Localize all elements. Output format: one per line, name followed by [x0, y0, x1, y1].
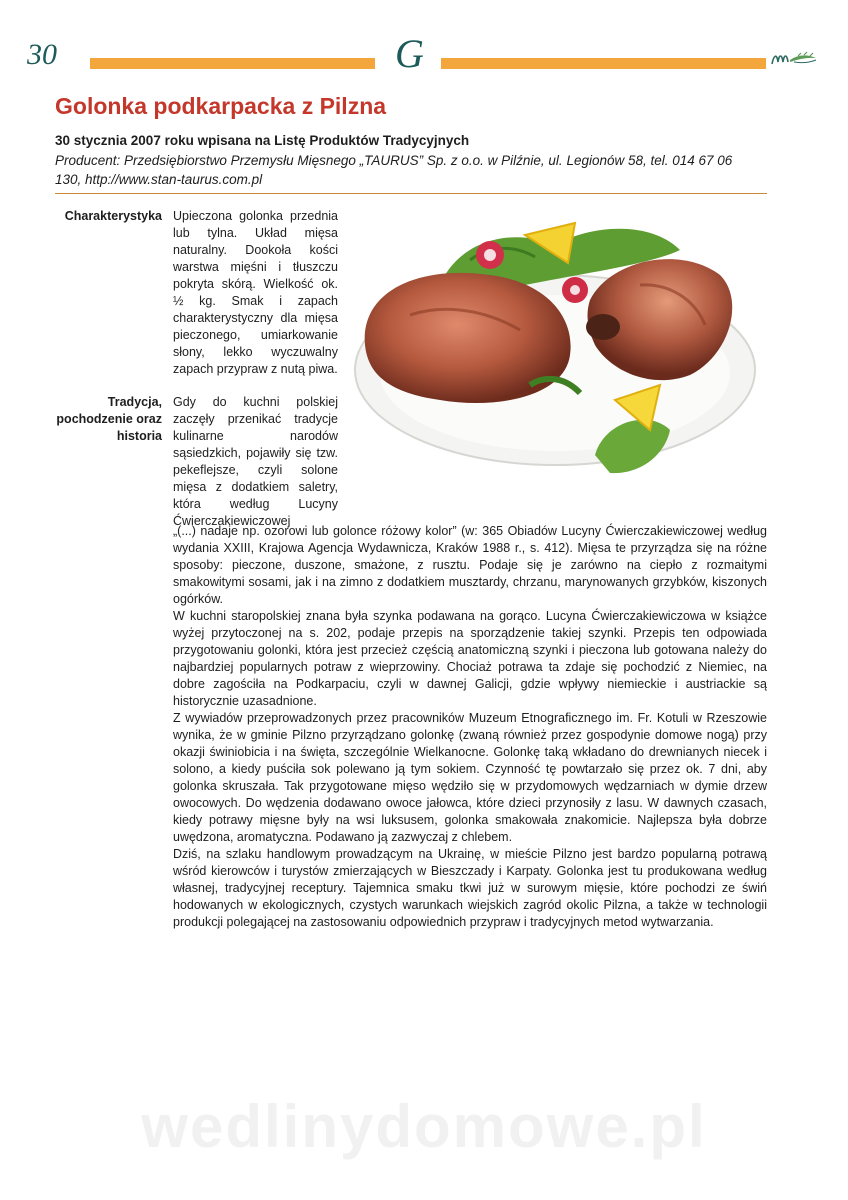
- body-paragraph: Dziś, na szlaku handlowym prowadzącym na Ukrainę, w mieście Pilzno jest bardzo popularną potrawą wśród kierowców i turystów zmierzających w Bieszczady i Karpaty. Golonka jest tu produkowana według własnej, tradycyjnej receptury. Tajemnica smaku tkwi już w surowym mięsie, które pochodzi ze świń hodowanych w ekologicznych, czystych warunkach wiejskich zagród okolic Pilzna, a także w technologii produkcji polegającej na zastosowaniu odpowiednich przypraw i tradycyjnych metod wytwarzania.: [173, 847, 767, 929]
- section-letter: G: [395, 31, 424, 76]
- characteristics-text: Upieczona golonka przednia lub tylna. Układ mięsa naturalny. Dookoła kości warstwa mięśni i tłuszczu pokryta skórą. Wielkość ok. ½ kg. Smak i zapach charakterystyczny dla mięsa pieczonego, umiarkowanie słony, lekko wyczuwalny zapach przypraw z nutą piwa.: [173, 209, 338, 376]
- tradition-intro-text: Gdy do kuchni polskiej zaczęły przenikać tradycje kulinarne narodów sąsiedzkich, pojawiły się tzw. pekeflejsze, czyli solone mięsa z dodatkiem saletry, która według Lucyny Ćwierczakiewiczowej: [173, 395, 338, 528]
- article-body: [173, 523, 767, 931]
- producer-info: Producent: Przedsiębiorstwo Przemysłu Mięsnego „TAURUS” Sp. z o.o. w Pilźnie, ul. Legionów 58, tel. 014 67 06 130, http://www.stan-taurus.com.pl: [55, 153, 733, 187]
- watermark: wedlinydomowe.pl: [141, 1093, 707, 1160]
- characteristics-label: Charakterystyka: [64, 209, 162, 223]
- body-paragraph: „(...) nadaje np. ozorowi lub golonce różowy kolor” (w: 365 Obiadów Lucyny Ćwierczakiewiczowej według wydania XXIII, Krajowa Agencja Wydawnicza, Kraków 1988 r., s. 412). Mięsa te przyrządza się na różne sposoby: pieczone, duszone, smażone, z rusztu. Podaje się je zarówno na ciepło z rozmaitymi smakowitymi sosami, jak i na zimno z dodatkiem musztardy, chrzanu, marynowanych grzybków, kiszonych ogórków.: [173, 524, 767, 606]
- publisher-logo-icon: [768, 48, 820, 70]
- article-title: Golonka podkarpacka z Pilzna: [55, 93, 387, 119]
- header-bar-right: [441, 58, 766, 69]
- body-paragraph: W kuchni staropolskiej znana była szynka podawana na gorąco. Lucyna Ćwierczakiewiczowa w książce wyżej przytoczonej na s. 202, podaje przepis na sporządzenie takiej szynki. Przepis ten odpowiada przygotowaniu golonki, która jest przecież częścią anatomiczną szynki i pieczona lub gotowana należy do najbardziej popularnych potraw z wieprzowiny. Chociaż potrawa ta zdaje się pochodzić z Niemiec, na dobre zagościła na Podkarpaciu, czyli w dawnej Galicji, gdzie wpływy niemieckie i austriackie są historycznie uzasadnione.: [173, 609, 767, 708]
- body-paragraph: Z wywiadów przeprowadzonych przez pracowników Muzeum Etnograficznego im. Fr. Kotuli w Rzeszowie wynika, że w gminie Pilzno przyrządzano golonkę (zwaną również przez gospodynie domowe nogą) przy okazji świniobicia i na święta, szczególnie Wielkanocne. Golonkę taką wkładano do drewnianych niecek i solono, a kiedy puściła sok polewano ją tym sokiem. Czynność tę powtarzało się przez ok. 7 dni, aby golonka skruszała. Tak przygotowane mięso wędziło się w przydomowych wędzarniach w dymie drzew owocowych. Do wędzenia dodawano owoce jałowca, które dzieci przynosiły z lasu. W dawnych czasach, kiedy potrawy mięsne były na wsi luksusem, golonka smakowała znakomicie. Najlepsza była dobrze uwędzona, aromatyczna. Podawano ją zazwyczaj z chlebem.: [173, 711, 767, 844]
- page-number: 30: [27, 38, 57, 71]
- header-bar-left: [90, 58, 375, 69]
- dish-photo: [350, 205, 770, 510]
- title-divider: [55, 193, 767, 194]
- tradition-label: Tradycja, pochodzenie oraz historia: [56, 395, 162, 443]
- registration-note: 30 stycznia 2007 roku wpisana na Listę Produktów Tradycyjnych: [55, 133, 470, 148]
